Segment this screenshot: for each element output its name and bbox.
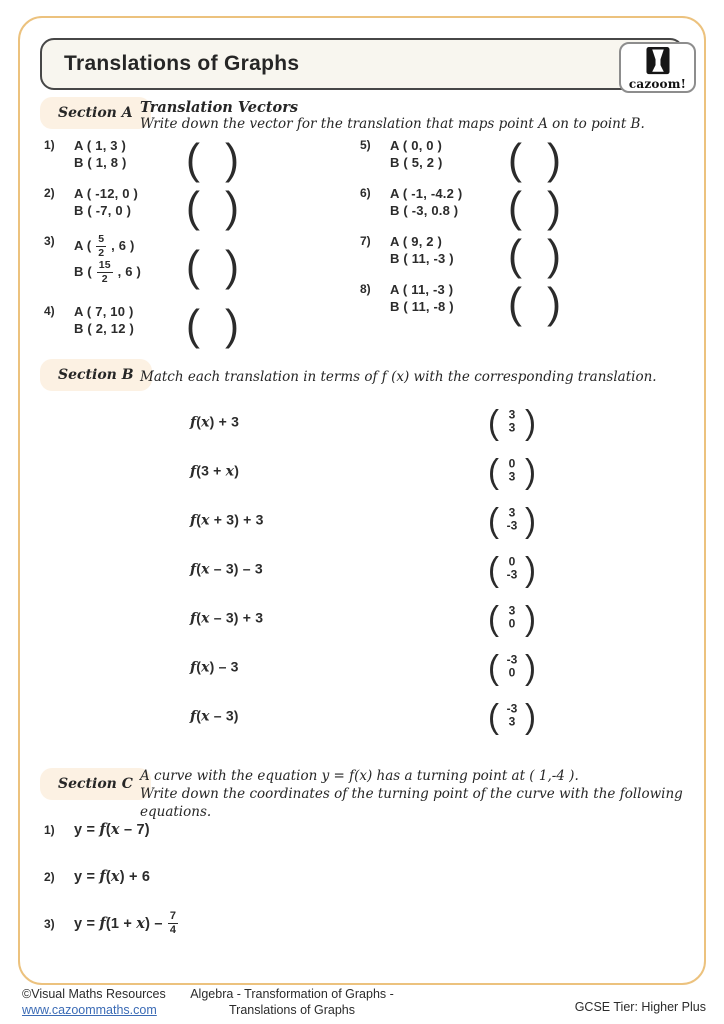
footer-copyright: ©Visual Maths Resources bbox=[22, 987, 166, 1001]
point-lines bbox=[74, 137, 186, 171]
vector-top-value: -3 bbox=[506, 701, 518, 715]
section-b-label: Section B bbox=[40, 359, 152, 391]
section-a-problem bbox=[44, 229, 239, 299]
section-b-row bbox=[0, 642, 724, 691]
math-italic-letter: x bbox=[201, 659, 210, 675]
translation-expression: f(x – 3) bbox=[190, 707, 239, 724]
math-italic-letter: x bbox=[136, 915, 146, 932]
point-line-b: B ( -7, 0 ) bbox=[74, 203, 132, 218]
footer-tier: GCSE Tier: Higher Plus bbox=[574, 1000, 706, 1014]
point-line-a: A ( $\frac{5}{2}$ , 6 ) bbox=[74, 232, 135, 259]
point-lines bbox=[390, 185, 508, 219]
point-line-a: A ( 11, -3 ) bbox=[390, 282, 454, 297]
fraction bbox=[168, 911, 178, 936]
vector-top-value: 3 bbox=[508, 407, 516, 421]
math-italic-letter: x bbox=[201, 610, 210, 626]
left-paren: ( bbox=[186, 134, 200, 183]
math-italic-letter: x bbox=[110, 821, 120, 838]
point-line-b: B ( 2, 12 ) bbox=[74, 321, 134, 336]
vector-top-value: 3 bbox=[508, 505, 516, 519]
cazoom-goblet-icon bbox=[645, 47, 671, 80]
point-lines bbox=[74, 233, 186, 285]
footer-website-link[interactable]: www.cazoommaths.com bbox=[22, 1003, 157, 1017]
answer-vector-brackets[interactable] bbox=[186, 182, 239, 231]
math-italic-letter: x bbox=[201, 512, 210, 528]
vector-bottom-value: -3 bbox=[506, 518, 518, 533]
translation-vector bbox=[488, 696, 536, 735]
fraction-denominator: 2 bbox=[98, 246, 105, 259]
translation-vector bbox=[488, 647, 536, 686]
math-italic-letter: f bbox=[190, 708, 197, 724]
equation-expression: y = f ( x – 7) bbox=[74, 821, 150, 838]
fraction bbox=[96, 234, 106, 259]
math-italic-letter: f bbox=[190, 610, 197, 626]
fraction-numerator: 15 bbox=[98, 258, 111, 271]
right-paren: ) bbox=[525, 451, 536, 490]
vector-top-value: 0 bbox=[508, 456, 516, 470]
section-a-problem bbox=[44, 133, 239, 181]
problem-number: 3) bbox=[44, 234, 55, 248]
answer-vector-brackets[interactable] bbox=[508, 230, 561, 279]
point-line-b: B ( $\frac{15}{2}$ , 6 ) bbox=[74, 258, 142, 285]
left-paren: ( bbox=[508, 134, 522, 183]
fraction-numerator: 7 bbox=[169, 910, 177, 922]
cazoom-logo bbox=[619, 42, 696, 93]
point-line-a: A ( 0, 0 ) bbox=[390, 138, 443, 153]
equation-expression: y = f ( x ) + 6 bbox=[74, 868, 151, 885]
problem-number: 1) bbox=[44, 822, 55, 837]
section-a-problem bbox=[360, 229, 561, 277]
right-paren: ) bbox=[547, 182, 561, 231]
section-a-column-left bbox=[44, 133, 239, 347]
vector-values bbox=[499, 604, 525, 631]
right-paren: ) bbox=[547, 278, 561, 327]
math-italic-letter: f bbox=[99, 868, 106, 885]
page-title: Translations of Graphs bbox=[64, 52, 300, 75]
section-a-label: Section A bbox=[40, 97, 151, 129]
section-b-row bbox=[0, 593, 724, 642]
point-line-b: B ( 1, 8 ) bbox=[74, 155, 127, 170]
math-italic-letter: f bbox=[190, 659, 197, 675]
footer-course-line1: Algebra - Transformation of Graphs - bbox=[190, 987, 394, 1001]
section-b-row bbox=[0, 446, 724, 495]
fraction-numerator: 5 bbox=[98, 232, 105, 245]
point-line-a: A ( -1, -4.2 ) bbox=[390, 186, 463, 201]
section-c-label: Section C bbox=[40, 768, 151, 800]
problem-number: 3) bbox=[44, 916, 55, 931]
left-paren: ( bbox=[186, 300, 200, 349]
point-line-a: A ( 1, 3 ) bbox=[74, 138, 127, 153]
math-italic-letter: f bbox=[99, 915, 106, 932]
problem-number: 1) bbox=[44, 138, 55, 152]
point-lines bbox=[74, 185, 186, 219]
translation-expression: f(x) + 3 bbox=[190, 413, 240, 430]
cazoom-logo-text: cazoom! bbox=[628, 77, 687, 91]
problem-number: 6) bbox=[360, 186, 371, 200]
vector-values bbox=[499, 457, 525, 484]
vector-bottom-value: 3 bbox=[508, 420, 516, 435]
section-c-instruction-line1: A curve with the equation y = f(x) has a turning point at ( 1,-4 ). bbox=[140, 768, 579, 784]
problem-number: 8) bbox=[360, 282, 371, 296]
translation-expression: f(x) – 3 bbox=[190, 658, 239, 675]
translation-expression: f(x – 3) + 3 bbox=[190, 609, 264, 626]
problem-number: 5) bbox=[360, 138, 371, 152]
translation-vector bbox=[488, 549, 536, 588]
answer-vector-brackets[interactable] bbox=[186, 241, 239, 290]
problem-number: 7) bbox=[360, 234, 371, 248]
left-paren: ( bbox=[488, 402, 499, 441]
left-paren: ( bbox=[488, 598, 499, 637]
vector-top-value: -3 bbox=[506, 652, 518, 666]
section-a-column-right bbox=[360, 133, 561, 325]
right-paren: ) bbox=[525, 500, 536, 539]
fraction-denominator: 4 bbox=[169, 924, 177, 936]
translation-vector bbox=[488, 451, 536, 490]
point-line-a: A ( 7, 10 ) bbox=[74, 304, 134, 319]
section-a-header bbox=[140, 99, 645, 133]
left-paren: ( bbox=[488, 451, 499, 490]
vector-top-value: 0 bbox=[508, 554, 516, 568]
right-paren: ) bbox=[225, 134, 239, 183]
section-c-item bbox=[0, 806, 724, 853]
footer-left bbox=[22, 986, 166, 1018]
vector-top-value: 3 bbox=[508, 603, 516, 617]
section-b-row bbox=[0, 691, 724, 740]
answer-vector-brackets[interactable] bbox=[508, 278, 561, 327]
math-italic-letter: x bbox=[110, 868, 120, 885]
section-a-problem bbox=[44, 181, 239, 229]
answer-vector-brackets[interactable] bbox=[508, 182, 561, 231]
answer-vector-brackets[interactable] bbox=[186, 300, 239, 349]
translation-expression: f(x + 3) + 3 bbox=[190, 511, 264, 528]
left-paren: ( bbox=[508, 182, 522, 231]
section-c-item bbox=[0, 853, 724, 900]
section-a-problem bbox=[360, 277, 561, 325]
problem-number: 2) bbox=[44, 869, 55, 884]
math-italic-letter: f bbox=[190, 463, 197, 479]
section-a-problem bbox=[360, 133, 561, 181]
vector-bottom-value: 0 bbox=[508, 616, 516, 631]
section-b-row bbox=[0, 544, 724, 593]
math-italic-letter: f bbox=[190, 561, 197, 577]
section-a-problem bbox=[44, 299, 239, 347]
section-a-problem bbox=[360, 181, 561, 229]
point-lines bbox=[74, 303, 186, 337]
vector-values bbox=[499, 653, 525, 680]
section-c-instruction-line2: Write down the coordinates of the turning point of the curve with the following equations. bbox=[140, 786, 683, 820]
left-paren: ( bbox=[488, 647, 499, 686]
right-paren: ) bbox=[225, 241, 239, 290]
right-paren: ) bbox=[525, 549, 536, 588]
left-paren: ( bbox=[488, 549, 499, 588]
vector-values bbox=[499, 408, 525, 435]
math-italic-letter: f bbox=[190, 414, 197, 430]
translation-expression: f(x – 3) – 3 bbox=[190, 560, 263, 577]
point-line-b: B ( -3, 0.8 ) bbox=[390, 203, 459, 218]
left-paren: ( bbox=[488, 696, 499, 735]
point-line-a: A ( 9, 2 ) bbox=[390, 234, 443, 249]
section-b-instruction: Match each translation in terms of f (x) with the corresponding translation. bbox=[140, 369, 657, 385]
footer-center bbox=[162, 986, 422, 1018]
left-paren: ( bbox=[186, 241, 200, 290]
math-italic-letter: x bbox=[225, 463, 235, 479]
fraction bbox=[97, 260, 113, 285]
math-italic-letter: x bbox=[201, 561, 210, 577]
point-line-b: B ( 11, -8 ) bbox=[390, 299, 454, 314]
left-paren: ( bbox=[508, 230, 522, 279]
vector-bottom-value: 3 bbox=[508, 469, 516, 484]
footer-course-line2: Translations of Graphs bbox=[229, 1003, 355, 1017]
section-b-row bbox=[0, 495, 724, 544]
section-a-heading: Translation Vectors bbox=[140, 99, 298, 116]
problem-number: 2) bbox=[44, 186, 55, 200]
section-a-instruction: Write down the vector for the translation that maps point A on to point B. bbox=[140, 116, 645, 132]
problem-number: 4) bbox=[44, 304, 55, 318]
math-italic-letter: f bbox=[99, 821, 106, 838]
right-paren: ) bbox=[525, 598, 536, 637]
fraction-denominator: 2 bbox=[101, 272, 108, 285]
vector-values bbox=[499, 702, 525, 729]
right-paren: ) bbox=[525, 647, 536, 686]
vector-values bbox=[499, 506, 525, 533]
section-c-rows bbox=[0, 806, 724, 947]
vector-values bbox=[499, 555, 525, 582]
left-paren: ( bbox=[508, 278, 522, 327]
right-paren: ) bbox=[225, 182, 239, 231]
translation-vector bbox=[488, 402, 536, 441]
vector-bottom-value: 3 bbox=[508, 714, 516, 729]
vector-bottom-value: 0 bbox=[508, 665, 516, 680]
left-paren: ( bbox=[488, 500, 499, 539]
right-paren: ) bbox=[547, 134, 561, 183]
answer-vector-brackets[interactable] bbox=[508, 134, 561, 183]
point-lines bbox=[390, 281, 508, 315]
point-line-b: B ( 5, 2 ) bbox=[390, 155, 443, 170]
right-paren: ) bbox=[525, 402, 536, 441]
math-italic-letter: x bbox=[201, 414, 210, 430]
point-lines bbox=[390, 233, 508, 267]
translation-vector bbox=[488, 598, 536, 637]
point-line-b: B ( 11, -3 ) bbox=[390, 251, 454, 266]
left-paren: ( bbox=[186, 182, 200, 231]
vector-bottom-value: -3 bbox=[506, 567, 518, 582]
section-c-item bbox=[0, 900, 724, 947]
equation-expression: y = f (1 + x ) – $\frac{7}{4}$ bbox=[74, 910, 177, 936]
translation-vector bbox=[488, 500, 536, 539]
answer-vector-brackets[interactable] bbox=[186, 134, 239, 183]
math-italic-letter: x bbox=[201, 708, 210, 724]
right-paren: ) bbox=[225, 300, 239, 349]
translation-expression: f(3 + x) bbox=[190, 462, 240, 479]
section-b-rows bbox=[0, 397, 724, 740]
right-paren: ) bbox=[547, 230, 561, 279]
point-lines bbox=[390, 137, 508, 171]
math-italic-letter: f bbox=[190, 512, 197, 528]
title-box bbox=[40, 38, 687, 91]
section-b-row bbox=[0, 397, 724, 446]
right-paren: ) bbox=[525, 696, 536, 735]
point-line-a: A ( -12, 0 ) bbox=[74, 186, 139, 201]
